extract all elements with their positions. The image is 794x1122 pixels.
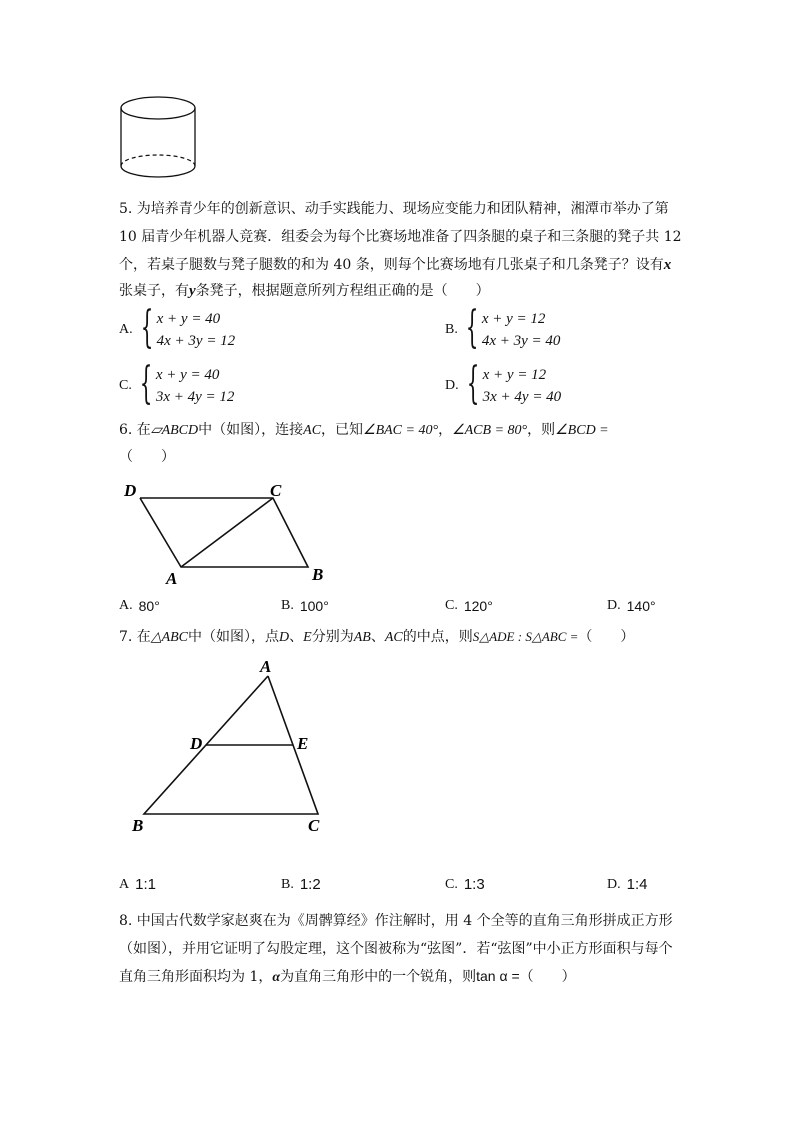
q6-option-c[interactable]	[445, 598, 493, 614]
q8-line-2: （如图），并用它证明了勾股定理，这个图被称为“弦图”．若“弦图”中小正方形面积与每个	[119, 941, 673, 957]
option-value: 80°	[138, 598, 160, 614]
equation-1: x + y = 40	[156, 311, 221, 327]
option-value: 140°	[626, 598, 656, 614]
q7-line-1	[119, 628, 634, 647]
q5-option-b[interactable]: B. { x + y = 12 4x + 3y = 40	[445, 302, 561, 353]
q6-text-a: 6. 在	[119, 422, 151, 438]
q8-text-b: 为直角三角形中的一个锐角，则	[280, 969, 477, 985]
vertex-label-e: E	[297, 734, 309, 753]
option-label: C.	[445, 598, 458, 613]
triangle-figure	[126, 652, 336, 842]
q8-line-3	[119, 967, 576, 987]
q7-text-c: 分别为	[311, 629, 354, 645]
q5-line-3-text: 个，若桌子腿数与凳子腿数的和为 40 条，则每个比赛场地有几张桌子和几条凳子？设有	[119, 257, 664, 273]
cylinder-figure	[112, 92, 204, 192]
q8-tan-alpha: tan α =	[476, 968, 520, 984]
q5-var-y: y	[189, 283, 196, 299]
q8-alpha: α	[272, 970, 281, 985]
option-value: 1:2	[299, 876, 321, 893]
vertex-label-c: C	[270, 481, 282, 500]
option-value: 100°	[299, 598, 329, 614]
equation-2: 4x + 3y = 12	[156, 333, 236, 349]
option-label: C.	[119, 378, 132, 393]
q7-ab: AB	[353, 630, 371, 645]
q7-sep-2: 、	[370, 629, 385, 645]
q5-option-c[interactable]: C. { x + y = 40 3x + 4y = 12	[119, 358, 235, 409]
q7-option-d[interactable]	[607, 876, 647, 893]
q5-line-4-text-b: 条凳子，根据题意所列方程组正确的是（ ）	[195, 283, 490, 299]
q7-text-d: 的中点，则	[402, 629, 473, 645]
option-value: 1:4	[626, 876, 648, 893]
q7-text-e: （ ）	[578, 629, 635, 645]
q7-sep-1: 、	[289, 629, 304, 645]
q6-angle-bcd: ∠BCD =	[555, 423, 609, 438]
equation-1: x + y = 12	[482, 367, 547, 383]
q6-option-b[interactable]	[281, 598, 329, 614]
option-value: 1:3	[463, 876, 485, 893]
vertex-label-b: B	[132, 816, 144, 835]
q6-line-2: （ ）	[119, 449, 175, 465]
q5-line-4	[119, 282, 490, 300]
vertex-label-d: D	[124, 481, 137, 500]
vertex-label-c: C	[308, 816, 320, 835]
option-value: 1:1	[135, 876, 156, 893]
q5-var-x: x	[663, 257, 672, 273]
option-label: B.	[445, 322, 458, 337]
parallelogram-figure	[118, 478, 338, 588]
q5-line-2: 10 届青少年机器人竞赛．组委会为每个比赛场地准备了四条腿的桌子和三条腿的凳子共 12	[119, 229, 682, 245]
q7-option-c[interactable]	[445, 876, 485, 893]
option-label: D.	[445, 378, 459, 393]
q6-option-a[interactable]	[119, 598, 160, 614]
q5-option-a[interactable]: A. { x + y = 40 4x + 3y = 12	[119, 302, 236, 353]
equation-2: 3x + 4y = 12	[155, 389, 235, 405]
q6-angle-acb: ∠ACB = 80°	[452, 423, 528, 438]
q6-option-d[interactable]	[607, 598, 656, 614]
q7-area-ratio: S△ADE : S△ABC =	[472, 629, 579, 644]
q7-point-d: D	[279, 630, 290, 645]
equation-2: 3x + 4y = 40	[482, 389, 562, 405]
q5-option-d[interactable]: D. { x + y = 12 3x + 4y = 40	[445, 358, 562, 409]
q8-text-a: 直角三角形面积均为 1，	[119, 969, 273, 985]
q8-line-1: 8. 中国古代数学家赵爽在为《周髀算经》作注解时，用 4 个全等的直角三角形拼成正方形	[119, 913, 673, 929]
equation-2: 4x + 3y = 40	[481, 333, 561, 349]
q6-parallelogram: ▱ABCD	[150, 423, 199, 438]
option-label: B.	[281, 876, 294, 892]
q6-ac: AC	[303, 423, 322, 438]
vertex-label-a: A	[260, 657, 272, 676]
option-label: B.	[281, 598, 294, 613]
vertex-label-d: D	[190, 734, 203, 753]
vertex-label-b: B	[312, 565, 324, 584]
option-label: A	[119, 876, 130, 892]
q7-ac: AC	[384, 630, 403, 645]
q5-line-1: 5. 为培养青少年的创新意识、动手实践能力、现场应变能力和团队精神，湘潭市举办了第	[119, 201, 669, 217]
q7-triangle: △ABC	[150, 630, 189, 645]
q6-text-d: ，则	[527, 422, 556, 438]
option-label: D.	[607, 598, 621, 613]
q7-text-b: 中（如图），点	[188, 629, 280, 645]
q5-line-3	[119, 256, 671, 274]
option-label: C.	[445, 876, 458, 892]
q6-text-b: 中（如图），连接	[198, 422, 304, 438]
q7-option-a[interactable]	[119, 876, 156, 893]
q8-text-c: （ ）	[519, 969, 576, 985]
q7-text-a: 7. 在	[119, 629, 151, 645]
q6-sep: ，	[438, 422, 453, 438]
q6-text-c: ，已知	[321, 422, 364, 438]
option-value: 120°	[463, 598, 493, 614]
equation-1: x + y = 12	[481, 311, 546, 327]
equation-1: x + y = 40	[155, 367, 220, 383]
option-label: A.	[119, 322, 133, 337]
q7-point-e: E	[303, 630, 312, 645]
q6-angle-bac: ∠BAC = 40°	[363, 423, 439, 438]
option-label: A.	[119, 598, 133, 613]
q6-line-1	[119, 421, 609, 440]
q7-option-b[interactable]	[281, 876, 321, 893]
vertex-label-a: A	[166, 569, 178, 588]
option-label: D.	[607, 876, 621, 892]
q5-line-4-text-a: 张桌子，有	[119, 283, 189, 299]
